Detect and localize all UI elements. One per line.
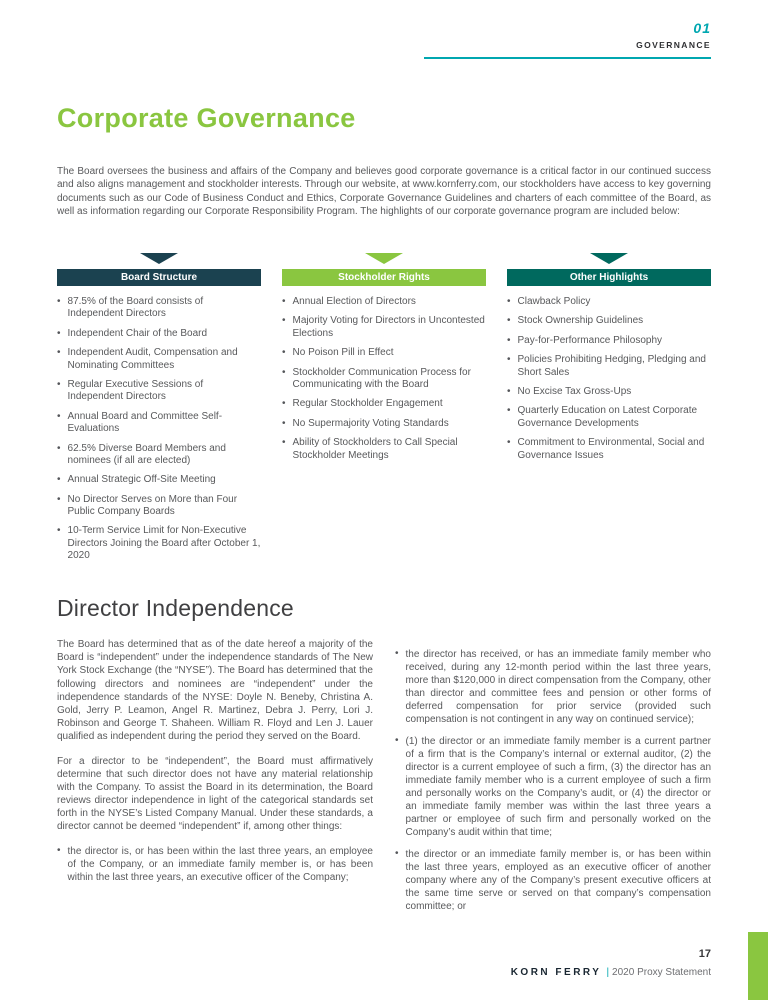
list-item	[57, 328, 261, 340]
paragraph: For a director to be “independent”, the Board must affirmatively determine that such director does not have any material relationship with the Company. To assist the Board in its determination, the Board reviews director independence in light of the categorical standards set forth in the NYSE’s Listed Company Manual. Under these standards, a director cannot be deemed “independent” if, among other things:	[57, 755, 373, 833]
down-arrow-icon	[590, 253, 628, 264]
independence-criteria-list-right	[395, 648, 711, 913]
list-item-text: (1) the director or an immediate family member is a current partner of a firm that is the Company’s internal or external auditor, (2) the director is a current employee of such a firm, (3) the director has an immediate family member who is a current employee of such a firm and personally works on the Company’s audit, or (4) the director or an immediate family member was within the last three years a partner or employee of such firm and personally worked on the Company’s audit within that time;	[405, 736, 711, 838]
board-structure-list	[57, 296, 261, 563]
footer-divider: |	[606, 967, 610, 978]
list-item-text: Annual Board and Committee Self-Evaluations	[67, 410, 223, 435]
column-header-stockholder-rights: Stockholder Rights	[282, 269, 486, 286]
list-item-text: 62.5% Diverse Board Members and nominees (if all are elected)	[67, 442, 226, 466]
list-item	[57, 347, 261, 372]
section-title-director-independence: Director Independence	[57, 595, 294, 621]
bullet-icon: •	[395, 848, 399, 859]
chapter-number: 01	[693, 20, 711, 36]
list-item-text: Independent Audit, Compensation and Nominating Committees	[67, 347, 238, 371]
bullet-icon: •	[507, 296, 511, 307]
list-item-text: the director is, or has been within the last three years, an employee of the Company, or an immediate family member is, or has been within the last three years, an executive officer of the Company;	[67, 845, 373, 883]
list-item	[507, 335, 711, 347]
list-item	[507, 354, 711, 379]
list-item-text: Stock Ownership Guidelines	[517, 315, 644, 327]
list-item	[395, 848, 711, 913]
list-item	[57, 411, 261, 436]
bullet-icon: •	[57, 525, 61, 537]
list-item-text: Regular Stockholder Engagement	[292, 398, 443, 410]
bullet-icon: •	[57, 474, 61, 486]
chapter-label: GOVERNANCE	[636, 40, 711, 50]
independence-criteria-list-left	[57, 845, 373, 884]
bullet-icon: •	[507, 405, 511, 417]
list-item-text: Commitment to Environmental, Social and Governance Issues	[517, 437, 705, 461]
list-item-text: No Poison Pill in Effect	[292, 347, 394, 359]
list-item	[282, 296, 486, 308]
list-item-text: Independent Chair of the Board	[67, 327, 208, 339]
list-item	[507, 437, 711, 462]
column-header-other-highlights: Other Highlights	[507, 269, 711, 286]
page-number: 17	[698, 948, 711, 960]
bullet-icon: •	[57, 327, 61, 339]
list-item	[57, 379, 261, 404]
bullet-icon: •	[282, 398, 286, 410]
list-item	[507, 315, 711, 327]
column-stockholder-rights	[282, 253, 486, 570]
bullet-icon: •	[395, 648, 399, 659]
bullet-icon: •	[282, 347, 286, 359]
list-item	[507, 405, 711, 430]
bullet-icon: •	[507, 334, 511, 346]
bullet-icon: •	[57, 378, 61, 390]
list-item-text: the director or an immediate family member is, or has been within the last three years, employed as an executive officer of another company where any of the Company’s present executive officers at the same time serve or served on that company’s compensation committee; or	[405, 849, 711, 912]
bullet-icon: •	[282, 296, 286, 307]
list-item-text: 10-Term Service Limit for Non-Executive Directors Joining the Board after October 1, 2020	[67, 525, 261, 562]
list-item	[57, 443, 261, 468]
list-item-text: Ability of Stockholders to Call Special Stockholder Meetings	[292, 437, 458, 461]
list-item-text: No Excise Tax Gross-Ups	[517, 385, 632, 397]
bullet-icon: •	[282, 417, 286, 429]
list-item-text: Quarterly Education on Latest Corporate Governance Developments	[517, 405, 698, 429]
list-item	[57, 525, 261, 562]
other-highlights-list	[507, 296, 711, 462]
bullet-icon: •	[282, 437, 286, 449]
list-item	[282, 367, 486, 392]
bullet-icon: •	[57, 347, 61, 359]
list-item	[395, 648, 711, 726]
list-item-text: No Director Serves on More than Four Public Company Boards	[67, 493, 238, 518]
bullet-icon: •	[57, 296, 61, 307]
column-board-structure	[57, 253, 261, 570]
list-item	[282, 315, 486, 340]
list-item-text: Majority Voting for Directors in Uncontested Elections	[292, 315, 485, 339]
bullet-icon: •	[57, 410, 61, 422]
stockholder-rights-list	[282, 296, 486, 462]
list-item-text: No Supermajority Voting Standards	[292, 417, 449, 429]
bullet-icon: •	[282, 315, 286, 327]
list-item-text: Annual Election of Directors	[292, 296, 416, 307]
down-arrow-icon	[365, 253, 403, 264]
list-item	[507, 386, 711, 398]
governance-highlights	[57, 253, 711, 570]
bullet-icon: •	[507, 354, 511, 366]
list-item-text: Policies Prohibiting Hedging, Pledging and Short Sales	[517, 354, 706, 378]
list-item	[507, 296, 711, 308]
list-item	[57, 494, 261, 519]
header-rule	[424, 57, 711, 59]
page-header	[424, 20, 711, 59]
column-other-highlights	[507, 253, 711, 570]
list-item	[282, 418, 486, 430]
list-item-text: Pay-for-Performance Philosophy	[517, 334, 663, 346]
footer-document-name: 2020 Proxy Statement	[612, 967, 711, 978]
list-item	[57, 296, 261, 321]
bullet-icon: •	[57, 493, 61, 505]
list-item-text: Clawback Policy	[517, 296, 591, 307]
column-header-board-structure: Board Structure	[57, 269, 261, 286]
intro-paragraph: The Board oversees the business and affairs of the Company and believes good corporate governance is a critical factor in our continued success and also aligns management and stockholder interests. Through our website, at www.kornferry.com, our stockholders have access to key governing documents such as our Code of Business Conduct and Ethics, Corporate Governance Guidelines and charters of each committee of the Board, as well as information regarding our Corporate Responsibility Program. The highlights of our corporate governance program are included below:	[57, 166, 711, 217]
right-text-column	[395, 638, 711, 922]
left-text-column	[57, 638, 373, 922]
list-item-text: 87.5% of the Board consists of Independent Directors	[67, 296, 204, 320]
page-footer	[511, 948, 711, 978]
bullet-icon: •	[395, 735, 399, 746]
list-item-text: Stockholder Communication Process for Communicating with the Board	[292, 366, 471, 390]
list-item-text: Annual Strategic Off-Site Meeting	[67, 474, 216, 486]
down-arrow-icon	[140, 253, 178, 264]
page-edge-accent-bar	[748, 932, 768, 1000]
korn-ferry-logo: KORN FERRY	[510, 967, 602, 978]
director-independence-body	[57, 638, 711, 922]
bullet-icon: •	[57, 442, 61, 454]
bullet-icon: •	[282, 366, 286, 378]
list-item	[57, 845, 373, 884]
bullet-icon: •	[507, 385, 511, 397]
list-item	[282, 398, 486, 410]
paragraph: The Board has determined that as of the date hereof a majority of the Board is “independent” under the independence standards of The New York Stock Exchange (the “NYSE”). The Board has determined that the following directors and nominees are “independent” under the independence standards of the NYSE: Doyle N. Beneby, Christina A. Gold, Jerry P. Leamon, Angel R. Martinez, Debra J. Perry, Lori J. Robinson and George T. Shaheen. William R. Floyd and Len J. Lauer qualified as independent during the period they served on the Board.	[57, 639, 373, 743]
list-item	[282, 437, 486, 462]
page-title: Corporate Governance	[57, 103, 356, 133]
list-item	[57, 474, 261, 486]
list-item	[282, 347, 486, 359]
footer-brand-line	[511, 967, 711, 978]
bullet-icon: •	[507, 437, 511, 449]
list-item	[395, 735, 711, 839]
list-item-text: Regular Executive Sessions of Independent Directors	[67, 378, 204, 403]
bullet-icon: •	[57, 844, 61, 856]
list-item-text: the director has received, or has an immediate family member who received, during any 12-month period within the last three years, more than $120,000 in direct compensation from the Company, other than director and committee fees and pension or other forms of deferred compensation for prior service (provided such compensation is not contingent in any way on continued service);	[405, 649, 711, 725]
bullet-icon: •	[507, 315, 511, 327]
